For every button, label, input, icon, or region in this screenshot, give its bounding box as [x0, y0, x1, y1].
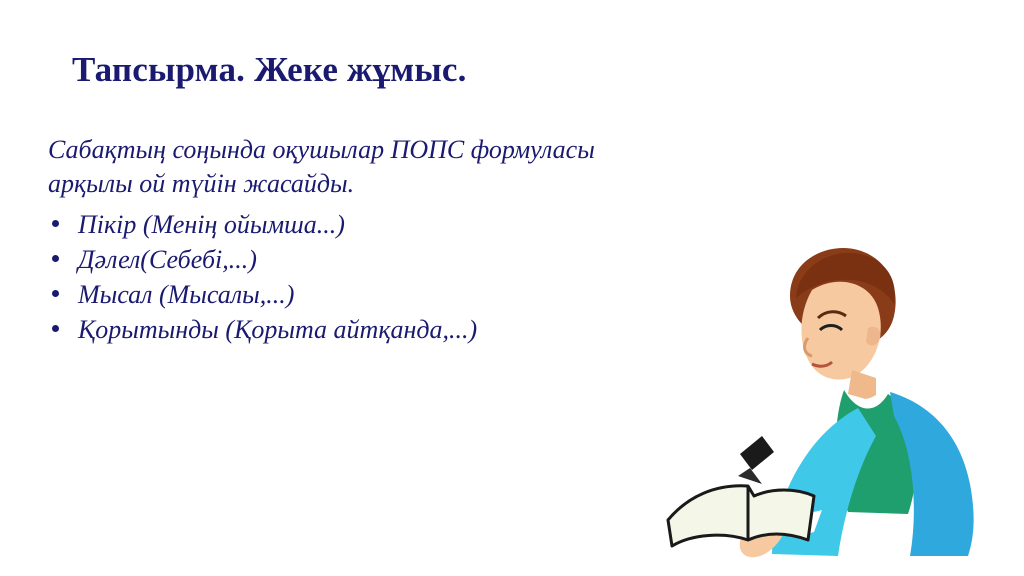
list-item-label: Қорытынды (Қорыта айтқанда,...)	[78, 315, 478, 344]
list-item-label: Дәлел(Себебі,...)	[78, 245, 257, 274]
notebook-shape	[668, 486, 814, 546]
boy-writing-illustration	[662, 238, 1002, 568]
list-item	[48, 207, 788, 242]
bullet-dot-icon	[52, 290, 59, 297]
list-item-label: Пікір (Менің ойымша...)	[78, 210, 345, 239]
pen-shape	[740, 436, 774, 470]
list-item-label: Мысал (Мысалы,...)	[78, 280, 295, 309]
page-title: Тапсырма. Жеке жұмыс.	[72, 50, 467, 89]
bullet-dot-icon	[52, 220, 59, 227]
bullet-dot-icon	[52, 255, 59, 262]
intro-line-2: арқылы ой түйін жасайды.	[48, 169, 355, 198]
intro-line-1: Сабақтың соңында оқушылар ПОПС формуласы	[48, 135, 595, 164]
bullet-dot-icon	[52, 325, 59, 332]
pen-tip-shape	[738, 468, 762, 484]
